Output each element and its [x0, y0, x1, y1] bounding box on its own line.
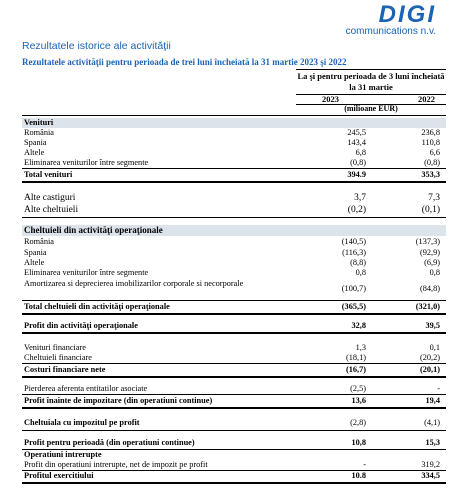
value-2022: 110,8 [421, 138, 440, 147]
row-label: Cheltuieli din activităţi operaţionale [24, 225, 163, 235]
value-2023: 143,4 [347, 138, 366, 147]
row-label: România [24, 237, 54, 246]
row-label: Operatiuni intrerupte [24, 450, 102, 459]
row-label: Cheltuieli financiare [24, 353, 92, 362]
row-label: Venituri financiare [24, 343, 86, 352]
value-2022: (84,8) [419, 284, 440, 293]
row-label: Venituri [24, 118, 54, 127]
row-rule [22, 376, 446, 378]
value-2023: 1,3 [355, 343, 366, 352]
value-2022: (6,9) [424, 258, 440, 267]
value-2023: (8,8) [350, 258, 366, 267]
row-rule [22, 168, 446, 169]
row-rule [22, 300, 446, 301]
row-rule [22, 363, 446, 364]
year-2023: 2023 [322, 94, 339, 104]
row-label: Profit înainte de impozitare (din operatiuni continue) [24, 396, 213, 405]
digi-logo [345, 1, 436, 37]
row-rule [22, 407, 446, 409]
value-2023: (140,5) [341, 237, 366, 246]
row-label: Eliminarea veniturilor între segmente [24, 158, 149, 167]
row-label: Cheltuiala cu impozitul pe profit [24, 418, 140, 427]
value-2023: 245,5 [347, 128, 366, 137]
table-row [22, 118, 446, 128]
value-2023: (0,2) [347, 205, 366, 215]
row-label: Profit din activităţi operaţionale [24, 321, 138, 330]
value-2022: (92,9) [419, 248, 440, 257]
value-2022: 319,2 [421, 460, 440, 469]
value-2022: - [437, 384, 440, 393]
value-2023: 394.9 [347, 170, 366, 179]
value-2023: (100,7) [341, 284, 366, 293]
value-2022: 334,5 [421, 471, 440, 480]
value-2023: (2,5) [350, 384, 366, 393]
table-top-rule [22, 115, 446, 116]
logo-subtitle: communications n.v. [345, 26, 436, 37]
value-2023: 10.8 [351, 471, 366, 480]
section-subtitle: Rezultatele activităţii pentru perioada de trei luni încheiată la 31 martie 2023 şi 2022 [22, 57, 347, 67]
value-2023: (18,1) [345, 353, 366, 362]
row-label: Alte cheltuieli [24, 205, 79, 215]
row-label: Total cheltuieli din activităţi operaţionale [24, 302, 170, 311]
value-2022: (20,2) [419, 353, 440, 362]
value-2023: 32,8 [351, 321, 366, 330]
value-2023: (116,3) [342, 248, 366, 257]
value-2023: - [363, 460, 366, 469]
header-top-rule [296, 69, 446, 70]
value-2023: (2,8) [350, 418, 366, 427]
value-2022: 353,3 [421, 170, 440, 179]
value-2022: (321,0) [415, 302, 440, 311]
value-2022: 19,4 [425, 396, 440, 405]
row-label: Pierderea aferenta entitatilor asociate [24, 384, 148, 393]
row-label: România [24, 128, 54, 137]
value-2022: 39,5 [425, 321, 440, 330]
row-label: Amortizarea si deprecierea imobilizarilor corporale si necorporale [24, 279, 244, 288]
value-2023: 13,6 [351, 396, 366, 405]
value-2022: 0,1 [429, 343, 440, 352]
value-2023: 3,7 [354, 193, 366, 203]
row-label: Eliminarea veniturilor între segmente [24, 268, 149, 277]
value-2022: (4,1) [424, 418, 440, 427]
row-rule [22, 313, 446, 315]
row-label: Total venituri [24, 170, 73, 179]
table-row [22, 225, 446, 236]
row-rule [22, 482, 446, 484]
period-caption: La şi pentru perioada de 3 luni încheiată la 31 martie [297, 71, 445, 92]
value-2022: (20,1) [419, 365, 440, 374]
value-2023: (365,5) [341, 302, 366, 311]
row-label: Altele [24, 148, 45, 157]
year-2022: 2022 [418, 94, 435, 104]
row-rule [22, 394, 446, 395]
value-2023: (16,7) [345, 365, 366, 374]
value-2022: 15,3 [425, 438, 440, 447]
logo-word: DIGI [378, 1, 436, 28]
value-2022: 7,3 [428, 193, 440, 203]
value-2022: (137,3) [415, 237, 440, 246]
value-2023: 10,8 [351, 438, 366, 447]
row-label: Profit pentru perioadă (din operatiuni continue) [24, 438, 195, 447]
table-row [22, 279, 446, 299]
section-title: Rezultatele istorice ale activităţii [22, 40, 171, 52]
value-2023: 6,8 [355, 148, 366, 157]
row-label: Spania [24, 248, 47, 257]
value-2022: (0,1) [421, 205, 440, 215]
value-2023: 0,8 [355, 268, 366, 277]
row-rule [22, 430, 446, 431]
row-label: Costuri financiare nete [24, 365, 106, 374]
value-2022: 0,8 [429, 268, 440, 277]
row-label: Altele [24, 258, 45, 267]
value-2022: 236,8 [421, 128, 440, 137]
unit-label: (milioane EUR) [344, 104, 398, 113]
row-rule [22, 332, 446, 334]
value-2023: (0,8) [350, 158, 366, 167]
row-rule [22, 181, 446, 183]
row-label: Spania [24, 138, 47, 147]
row-label: Profit din operatiuni intrerupte, net de impozit pe profit [24, 460, 208, 469]
row-label: Alte castiguri [24, 193, 76, 203]
row-rule [22, 217, 446, 218]
value-2022: 6,6 [429, 148, 440, 157]
value-2022: (0,8) [424, 158, 440, 167]
row-label: Profitul exercitiului [24, 471, 94, 480]
